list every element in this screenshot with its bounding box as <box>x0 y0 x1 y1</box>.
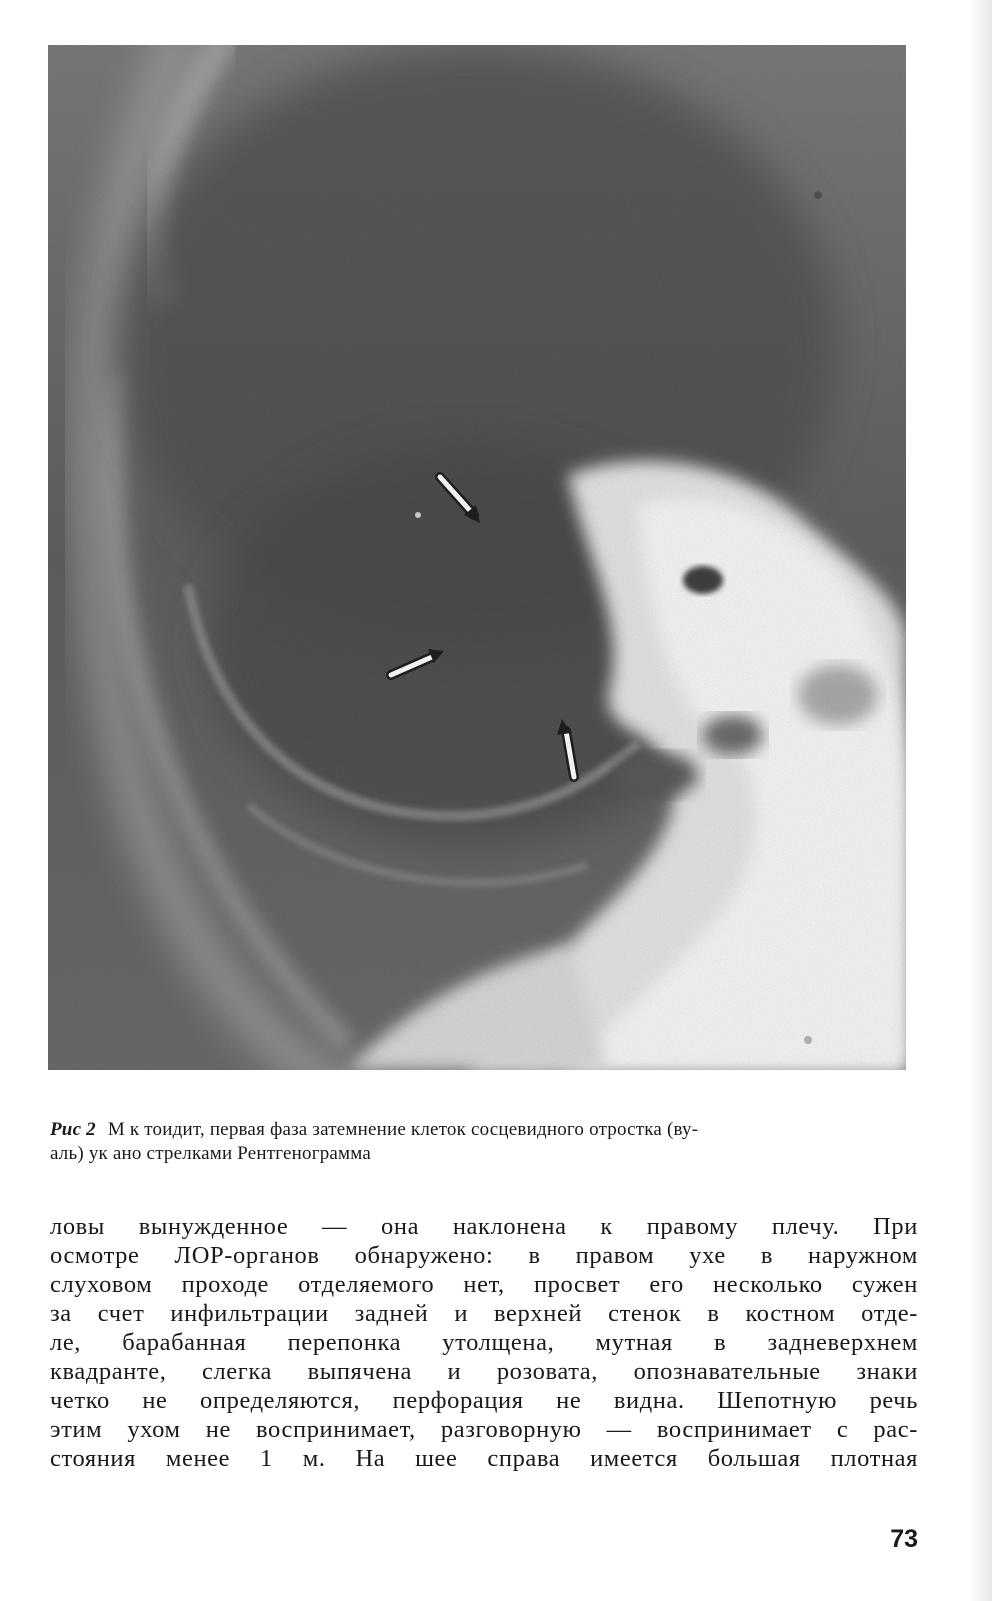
body-line: за счет инфильтрации задней и верхней стенок в костном отде- <box>50 1300 918 1327</box>
figure-caption <box>50 1118 920 1166</box>
figure-label: Рис 2 <box>50 1119 96 1140</box>
body-paragraph <box>50 1212 918 1473</box>
body-line: осмотре ЛОР-органов обнаружено: в правом ухе в наружном <box>50 1242 918 1269</box>
radiograph-image <box>48 45 906 1070</box>
body-line: стояния менее 1 м. На шее справа имеется большая плотная <box>50 1445 918 1472</box>
body-line: слуховом проходе отделяемого нет, просвет его несколько сужен <box>50 1271 918 1298</box>
body-line: ле, барабанная перепонка утолщена, мутная в задневерхнем <box>50 1329 918 1356</box>
body-line: этим ухом не воспринимает, разговорную — воспринимает с рас- <box>50 1416 918 1443</box>
radiograph-figure <box>48 45 906 1070</box>
caption-line-1: М к тоидит, первая фаза затемнение клеток сосцевидного отростка (ву- <box>107 1119 699 1140</box>
caption-line-2: аль) ук ано стрелками Рентгенограмма <box>50 1143 371 1164</box>
page-edge <box>968 0 992 1601</box>
body-line: четко не определяются, перфорация не видна. Шепотную речь <box>50 1387 918 1414</box>
page-number: 73 <box>890 1525 918 1553</box>
body-line: квадранте, слегка выпячена и розовата, опознавательные знаки <box>50 1358 918 1385</box>
body-line: ловы вынужденное — она наклонена к правому плечу. При <box>50 1213 918 1240</box>
